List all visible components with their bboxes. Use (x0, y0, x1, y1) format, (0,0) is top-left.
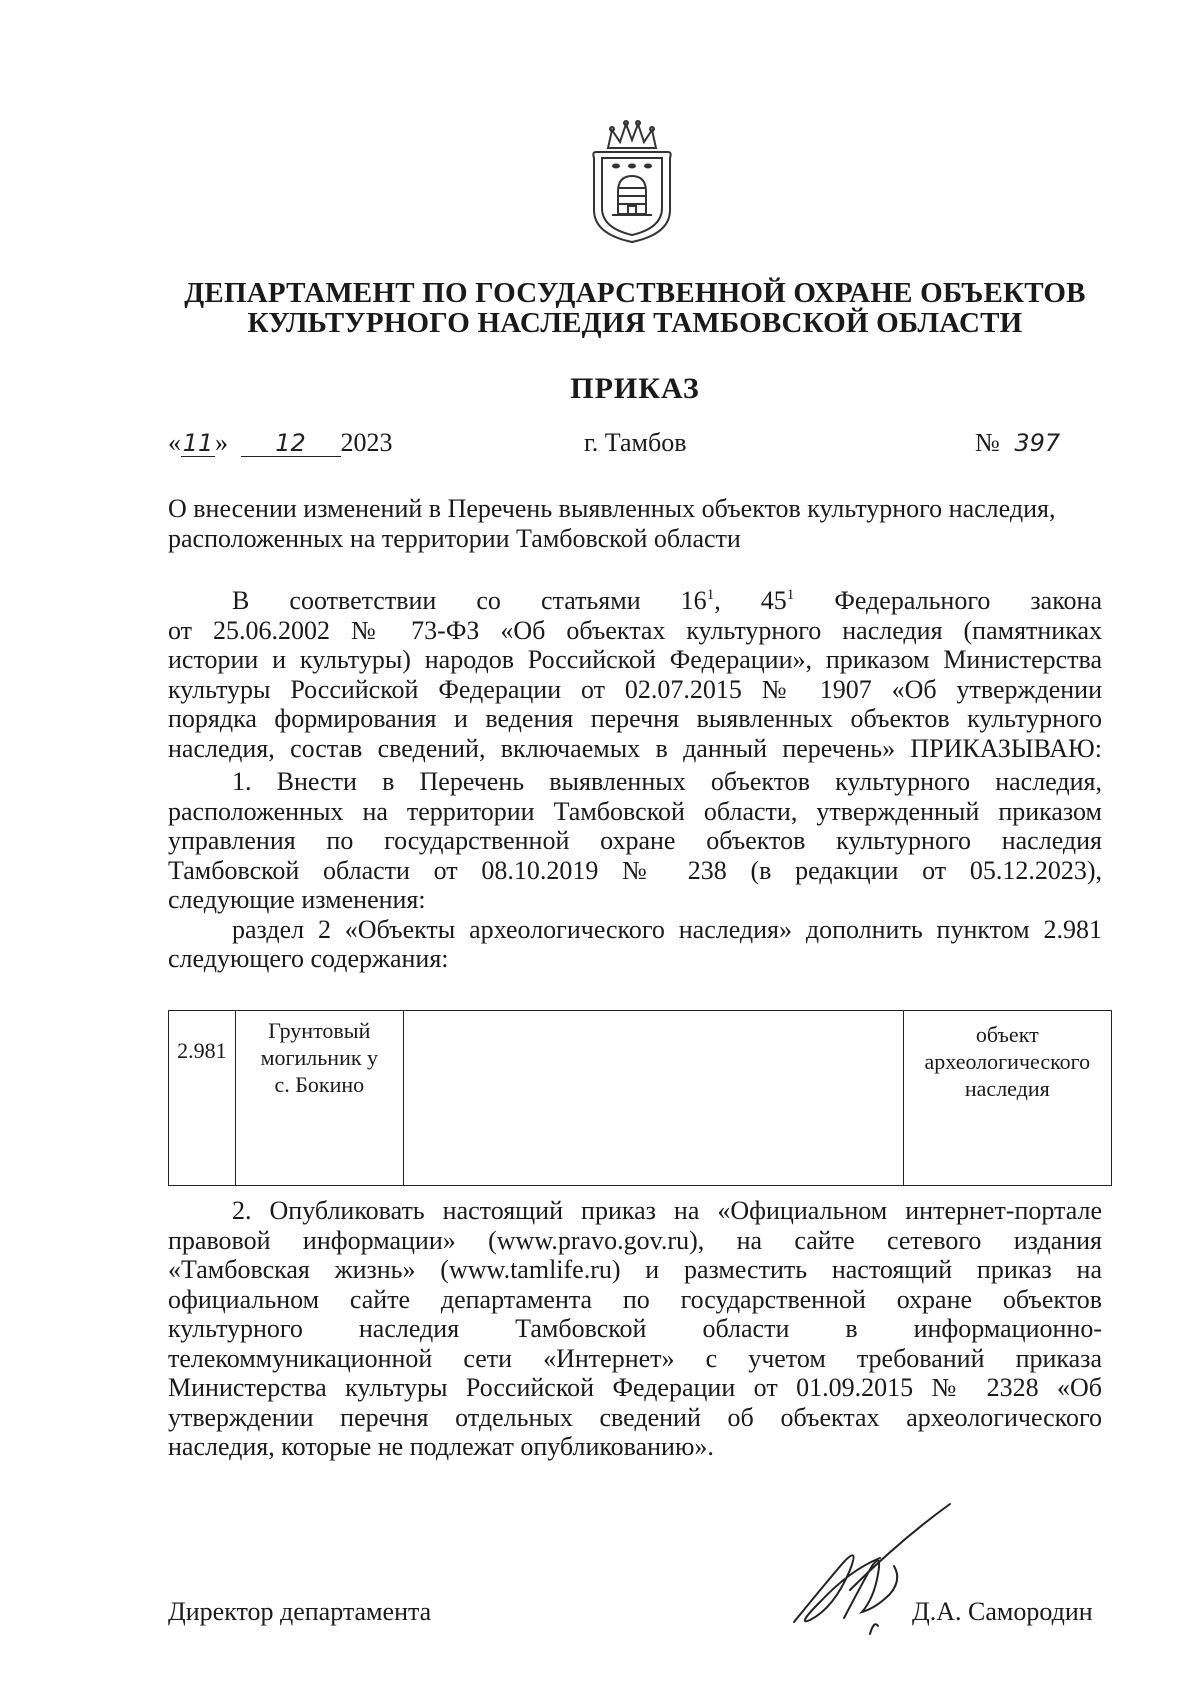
item-2-line: «Тамбовская жизнь» (www.tamlife.ru) и разместить настоящий приказ на (168, 1255, 1102, 1284)
item-1-line: Тамбовской области от 08.10.2019 № 238 (в редакции от 05.12.2023), (168, 855, 1102, 885)
item-1-line: управления по государственной охране объектов культурного наследия (168, 826, 1102, 855)
date-day: 11 (182, 429, 214, 457)
preamble-line: культуры Российской Федерации от 02.07.2015 № 1907 «Об утверждении (168, 674, 1102, 704)
date-open-quote: « (168, 428, 181, 457)
preamble-line: от 25.06.2002 № 73-ФЗ «Об объектах культурного наследия (памятниках (168, 615, 1102, 645)
date-field (168, 428, 393, 458)
department-name-line2: КУЛЬТУРНОГО НАСЛЕДИЯ ТАМБОВСКОЙ ОБЛАСТИ (247, 307, 1023, 339)
item-2-line: культурного наследия Тамбовской области в информационно- (168, 1314, 1102, 1343)
number-label: № (975, 428, 1000, 457)
cell-object-type: объект археологического наследия (903, 1011, 1111, 1186)
preamble-line: В соответствии со статьями $16^1$, $45^1$ Федерального закона (232, 586, 1102, 615)
table-row (169, 1011, 1112, 1186)
document-type-title: ПРИКАЗ (570, 372, 700, 405)
item-2-line: Министерства культуры Российской Федерации от 01.09.2015 № 2328 «Об (168, 1373, 1102, 1402)
item-2-line: наследия, которые не подлежат опубликованию». (168, 1432, 714, 1461)
item-2-line: правовой информации» (www.pravo.gov.ru), на сайте сетевого издания (168, 1225, 1102, 1255)
heritage-object-table (168, 1010, 1112, 1186)
number-value: 397 (1014, 429, 1061, 457)
signatory-position: Директор департамента (168, 1597, 432, 1626)
item-2-line: телекоммуникационной сети «Интернет» с учетом требований приказа (168, 1343, 1102, 1373)
coat-of-arms-emblem (586, 118, 678, 246)
item-1-line: следующие изменения: (168, 885, 426, 914)
signatory-name: Д.А. Самородин (912, 1597, 1093, 1626)
item-1-line: расположенных на территории Тамбовской области, утвержденный приказом (168, 796, 1102, 826)
date-month: 12 (241, 430, 341, 457)
date-year: 2023 (340, 428, 393, 457)
preamble-line: истории и культуры) народов Российской Федерации», приказом Министерства (168, 645, 1102, 674)
cell-item-number: 2.981 (169, 1011, 236, 1186)
item-2-line: официальном сайте департамента по государственной охране объектов (168, 1284, 1102, 1314)
item-1-line: раздел 2 «Объекты археологического наследия» дополнить пунктом 2.981 (232, 914, 1102, 944)
date-close-quote: » (215, 428, 228, 457)
document-number (975, 428, 1060, 458)
item-1-paragraph (168, 767, 1102, 974)
item-1-line: 1. Внести в Перечень выявленных объектов культурного наследия, (232, 767, 1102, 796)
preamble-line: порядка формирования и ведения перечня выявленных объектов культурного (168, 704, 1102, 733)
subject-line: О внесении изменений в Перечень выявленных объектов культурного наследия, (168, 494, 1056, 523)
subject-line: расположенных на территории Тамбовской области (168, 523, 741, 553)
cell-object-name: Грунтовый могильник у с. Бокино (235, 1011, 403, 1186)
cell-object-location (403, 1011, 903, 1186)
item-2-line: утверждении перечня отдельных сведений об объектах археологического (168, 1402, 1102, 1432)
item-1-line: следующего содержания: (168, 944, 449, 973)
item-2-paragraph (168, 1196, 1102, 1462)
department-name-line1: ДЕПАРТАМЕНТ ПО ГОСУДАРСТВЕННОЙ ОХРАНЕ ОБЪЕКТОВ (184, 277, 1086, 309)
item-2-line: 2. Опубликовать настоящий приказ на «Официальном интернет-портале (232, 1196, 1102, 1225)
subject-heading (168, 494, 1102, 553)
preamble-paragraph (168, 586, 1102, 763)
city-name: г. Тамбов (584, 428, 687, 457)
preamble-line: наследия, состав сведений, включаемых в данный перечень» ПРИКАЗЫВАЮ: (168, 733, 1102, 763)
